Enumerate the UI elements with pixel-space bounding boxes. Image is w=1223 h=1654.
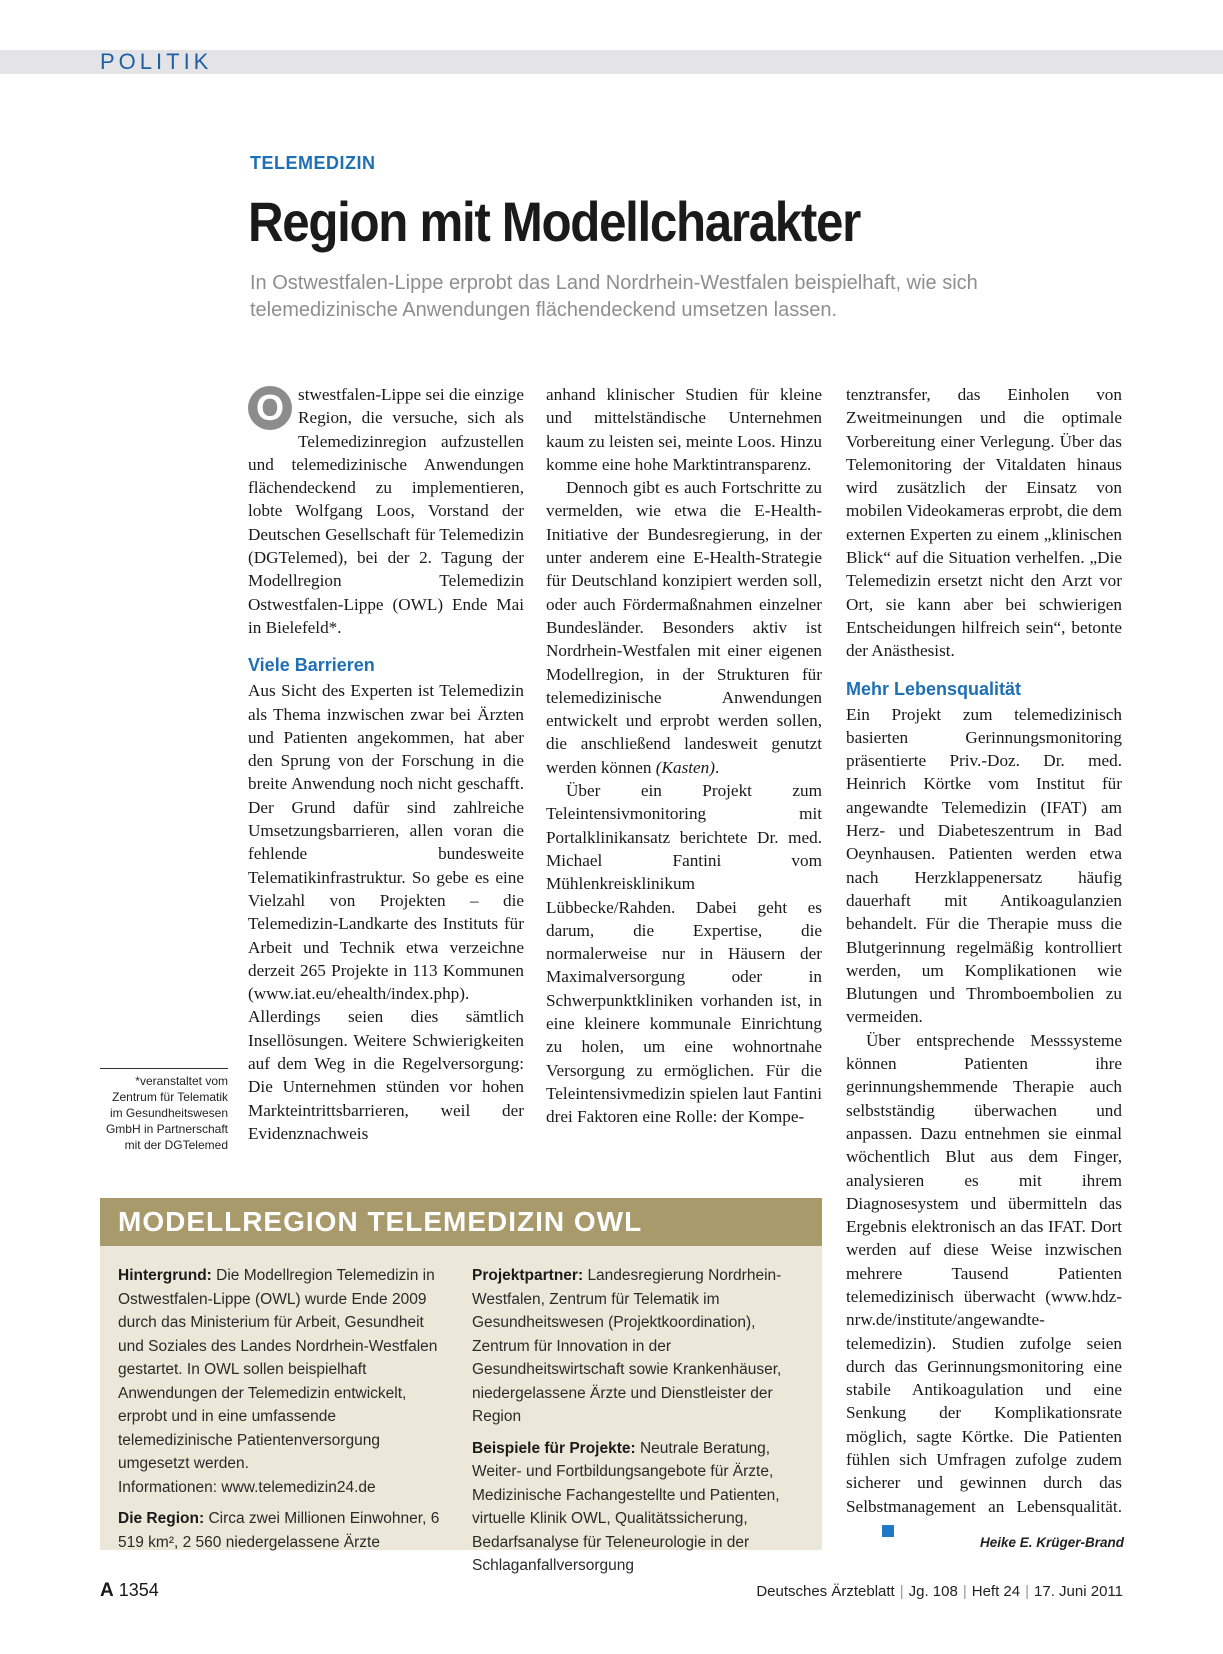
page-number xyxy=(100,1580,159,1602)
paragraph-text: Über entsprechende Messsysteme können Patienten ihre gerinnungshemmende Therapie auch selbstständig überwachen und anpassen. Dazu entnehmen sie einmal wöchentlich Blut aus dem Finger, analysieren es mit ihrem Diagnosesystem und übermitteln das Ergebnis elektronisch an das IFAT. Dort werden auf diese Weise inzwischen mehrere Tausend Patienten telemedizinisch überwacht (www.hdz-nrw.de/institute/angewandte-telemedizin). Studien zufolge seien durch das Gerinnungsmonitoring eine stabile Antikoagulation und eine Senkung der Komplikationsrate möglich, sagte Körtke. Die Patienten fühlen sich Umfragen zufolge zudem sicherer und gewinnen durch das Selbstmanagement an Lebensqualität. xyxy=(846,1030,1122,1516)
paragraph xyxy=(248,383,524,639)
paragraph-text: stwestfalen-Lippe sei die einzige Region, die versuche, sich als Telemedizinregion aufzustellen und telemedizinische Anwendungen flächendeckend zu implementieren, lobte Wolfgang Loos, Vorstand der Deutschen Gesellschaft für Telemedizin (DGTelemed), bei der 2. Tagung der Modellregion Telemedizin Ostwestfalen-Lippe (OWL) Ende Mai in Bielefeld*. xyxy=(248,385,524,637)
paragraph: Über ein Projekt zum Teleintensivmonitoring mit Portalklinikansatz berichtete Dr. med. Michael Fantini vom Mühlenkreisklinikum Lübbecke/Rahden. Dabei geht es darum, die Expertise, die normalerweise nur in Häusern der Maximalversorgung oder in Schwerpunktkliniken vorhanden ist, in eine kleinere kommunale Einrichtung zu holen, um eine wohnortnahe Versorgung zu ermöglichen. Für die Teleintensivmedizin spielen laut Fantini drei Faktoren eine Rolle: der Kompe- xyxy=(546,781,822,1127)
info-paragraph xyxy=(118,1507,448,1554)
info-paragraph xyxy=(472,1264,792,1429)
section-label: POLITIK xyxy=(100,49,213,74)
paragraph: Aus Sicht des Experten ist Telemedizin als Thema inzwischen zwar bei Ärzten und Patienten angekommen, hat aber den Sprung von der Forschung in die breite Anwendung noch nicht geschafft. Der Grund dafür sind zahlreiche Umsetzungsbarrieren, allen voran die fehlende bundesweite Telematikinfrastruktur. So gebe es eine Vielzahl von Projekten – die Telemedizin-Landkarte des Instituts für Arbeit und Technik etwa verzeichne derzeit 265 Projekte in 113 Kommunen (www.iat.eu/ehealth/index.php). Allerdings seien dies sämtlich Insellösungen. Weitere Schwierigkeiten auf dem Weg in die Regelversorgung: Die Unternehmen stünden vor hohen Markteintrittsbarrieren, weil der Evidenznachweis xyxy=(248,681,524,1143)
paragraph: anhand klinischer Studien für kleine und mittelständische Unternehmen kaum zu leisten sei, meinte Loos. Hinzu komme eine hohe Marktintransparenz. xyxy=(546,385,822,474)
footer-divider: | xyxy=(1025,1583,1030,1600)
info-text: Circa zwei Millionen Einwohner, 6 519 km², 2 560 niedergelassene Ärzte xyxy=(118,1510,440,1551)
subheading-lebensqualitaet: Mehr Lebensqualität xyxy=(846,678,1022,699)
info-label: Beispiele für Projekte: xyxy=(472,1439,636,1457)
journal-issue: Heft 24 xyxy=(971,1583,1021,1600)
dropcap: O xyxy=(248,386,292,430)
journal-date: 17. Juni 2011 xyxy=(1034,1583,1123,1600)
info-paragraph xyxy=(472,1437,792,1578)
info-text: Landesregierung Nordrhein-Westfalen, Zentrum für Telematik im Gesundheitswesen (Projektkoordination), Zentrum für Innovation in der Gesundheitswirtschaft sowie Krankenhäuser, niedergelassene Ärzte und Dienstleister der Region xyxy=(472,1267,782,1425)
info-label: Projektpartner: xyxy=(472,1267,584,1284)
box-reference: (Kasten) xyxy=(655,757,715,777)
info-paragraph xyxy=(118,1264,448,1499)
article-headline: Region mit Modellcharakter xyxy=(248,190,860,253)
info-box-title: MODELLREGION TELEMEDIZIN OWL xyxy=(100,1198,822,1246)
article-column-2 xyxy=(546,383,822,1129)
author-byline: Heike E. Krüger-Brand xyxy=(979,1535,1124,1550)
footnote: *veranstaltet vom Zentrum für Telematik im Gesundheitswesen GmbH in Partnerschaft mit der DGTelemed xyxy=(100,1068,228,1153)
info-box xyxy=(100,1198,822,1574)
paragraph: Dennoch gibt es auch Fortschritte zu vermelden, wie etwa die E-Health-Initiative der Bundesregierung, in der unter anderem eine E-Health-Strategie für Deutschland konzipiert werden soll, oder auch Fördermaßnahmen einzelner Bundesländer. Besonders aktiv ist Nordrhein-Westfalen mit einer eigenen Modellregion, in der Strukturen für telemedizinische Anwendungen entwickelt und erprobt werden sollen, die anschließend landesweit genutzt werden können (Kasten). xyxy=(546,478,822,777)
footer-divider: | xyxy=(962,1583,967,1600)
info-label: Hintergrund: xyxy=(118,1267,212,1284)
info-label: Die Region: xyxy=(118,1510,205,1527)
journal-footer xyxy=(756,1583,1123,1600)
page-letter: A xyxy=(100,1580,114,1601)
paragraph xyxy=(846,1029,1122,1542)
info-text: Die Modellregion Telemedizin in Ostwestfalen-Lippe (OWL) wurde Ende 2009 durch das Ministerium für Arbeit, Gesundheit und Soziales des Landes Nordrhein-Westfalen gestartet. In OWL sollen beispielhaft Anwendungen der Telemedizin entwickelt, erprobt und in eine umfassende telemedizinische Patientenversorgung umgesetzt werden. xyxy=(118,1267,438,1472)
page-number-value: 1354 xyxy=(118,1580,159,1600)
journal-volume: Jg. 108 xyxy=(908,1583,958,1600)
info-box-column-2 xyxy=(472,1264,792,1586)
info-box-column-1 xyxy=(118,1264,448,1562)
article-column-1 xyxy=(248,383,524,1145)
article-kicker: TELEMEDIZIN xyxy=(250,153,376,173)
article-lead: In Ostwestfalen-Lippe erprobt das Land Nordrhein-Westfalen beispielhaft, wie sich telemedizinische Anwendungen flächendeckend umsetzen lassen. xyxy=(250,272,978,321)
journal-name: Deutsches Ärzteblatt xyxy=(756,1583,895,1600)
subheading-barrieren: Viele Barrieren xyxy=(248,655,375,676)
info-text: Neutrale Beratung, Weiter- und Fortbildungsangebote für Ärzte, Medizinische Fachangestellte und Patienten, virtuelle Klinik OWL, Qualitätssicherung, Bedarfsanalyse für Teleneurologie in der Schlaganfallversorgung xyxy=(472,1439,780,1574)
paragraph: Ein Projekt zum telemedizinisch basierten Gerinnungsmonitoring präsentierte Priv.-Doz. Dr. med. Heinrich Körtke vom Institut für angewandte Telemedizin (IFAT) am Herz- und Diabeteszentrum in Bad Oeynhausen. Patienten werden etwa nach Herzklappenersatz häufig dauerhaft mit Antikoagulanzien behandelt. Für die Therapie muss die Blutgerinnung regelmäßig kontrolliert werden, um Komplikationen wie Blutungen und Thromboembolien zu vermeiden. xyxy=(846,704,1122,1027)
paragraph-text: Dennoch gibt es auch Fortschritte zu vermelden, wie etwa die E-Health-Initiative der Bundesregierung, in der unter anderem eine E-Health-Strategie für Deutschland konzipiert werden soll, oder auch Fördermaßnahmen einzelner Bundesländer. Besonders aktiv ist Nordrhein-Westfalen mit einer eigenen Modellregion, in der Strukturen für telemedizinische Anwendungen entwickelt und erprobt werden sollen, die anschließend landesweit genutzt werden können xyxy=(546,478,822,777)
info-link: Informationen: www.telemedizin24.de xyxy=(118,1478,376,1496)
paragraph: tenztransfer, das Einholen von Zweitmeinungen und die optimale Vorbereitung einer Verlegung. Über das Telemonitoring der Vitaldaten hinaus wird zusätzlich der Einsatz von mobilen Videokameras erprobt, die dem externen Experten zu einem „klinischen Blick“ auf die Situation verhelfen. „Die Telemedizin ersetzt nicht den Arzt vor Ort, sie kann aber bei schwierigen Entscheidungen hilfreich sein“, betonte der Anästhesist. xyxy=(846,385,1122,661)
article-column-3 xyxy=(846,383,1122,1541)
footer-divider: | xyxy=(899,1583,904,1600)
